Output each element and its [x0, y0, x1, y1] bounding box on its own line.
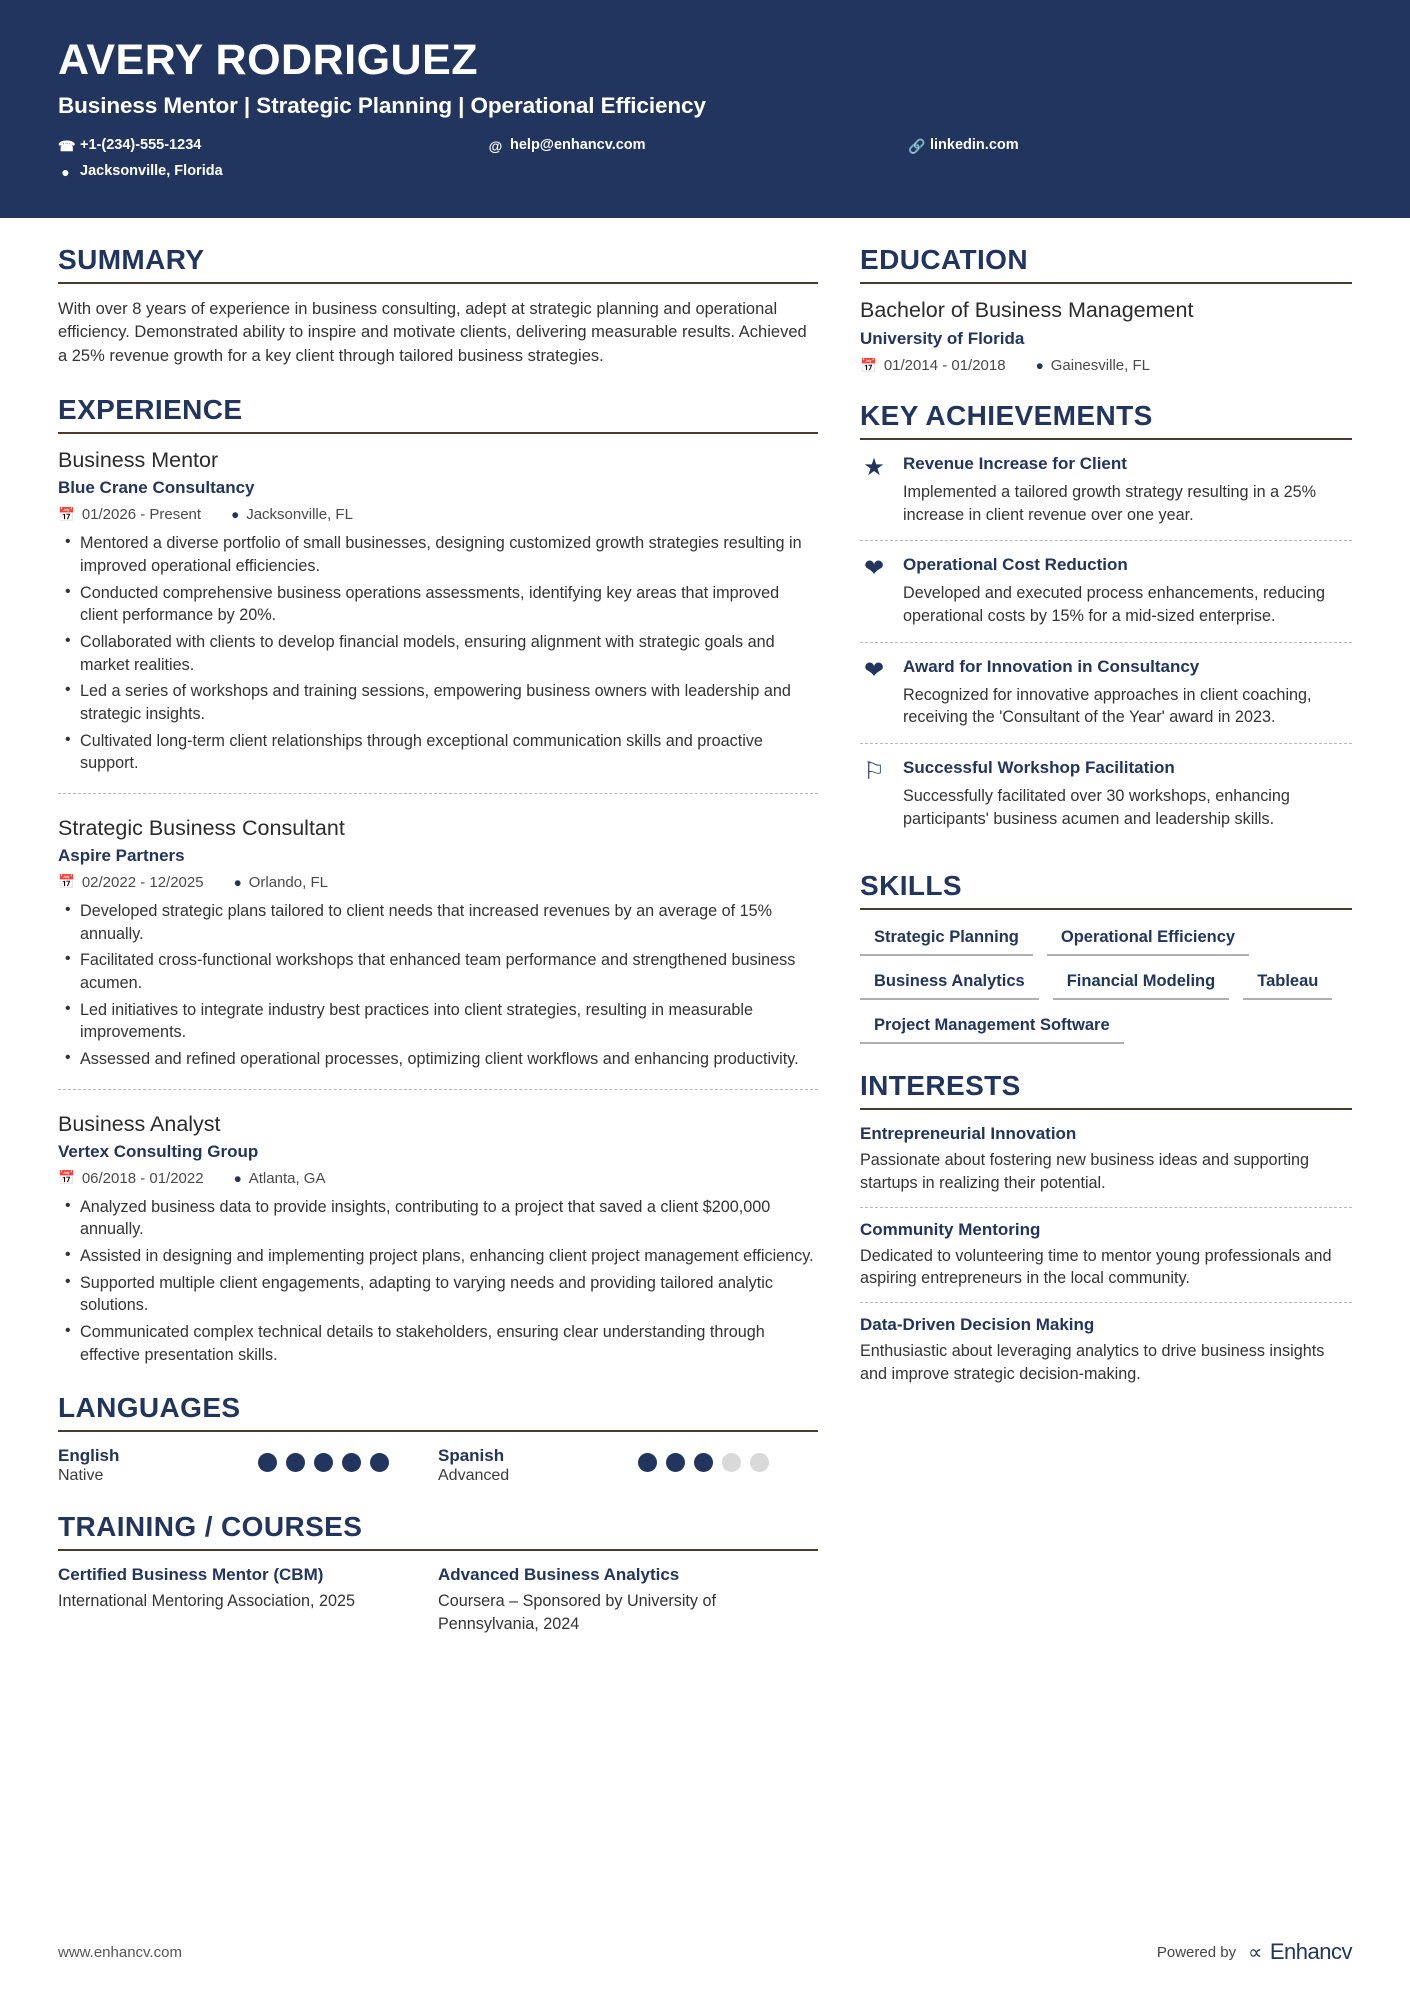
education-meta — [860, 357, 1352, 374]
skills-heading: SKILLS — [860, 870, 962, 902]
phone-icon: ☎ — [58, 138, 76, 155]
proficiency-dot-empty — [750, 1453, 769, 1472]
job-bullet: • Cultivated long-term client relationships through exceptional communication skills and proactive support. — [58, 730, 818, 775]
achievement-body — [903, 454, 1352, 526]
education-school: University of Florida — [860, 329, 1025, 348]
job-bullet: • Led initiatives to integrate industry best practices into client strategies, resulting in measurable improvements. — [58, 999, 818, 1044]
interest-item — [860, 1315, 1352, 1397]
contact-row-secondary — [58, 161, 1352, 183]
interest-title: Data-Driven Decision Making — [860, 1315, 1095, 1335]
powered-by-label: Powered by — [1156, 1943, 1237, 1961]
interest-item — [860, 1124, 1352, 1207]
languages-rule — [58, 1430, 818, 1432]
location-pin-icon: ● — [233, 1170, 242, 1186]
training-subtitle: International Mentoring Association, 2025 — [58, 1592, 355, 1611]
contact-phone[interactable] — [58, 135, 488, 157]
job-bullet: • Conducted comprehensive business operations assessments, identifying key areas that improved client performance by 20%. — [58, 582, 818, 627]
achievement-title: Successful Workshop Facilitation — [903, 758, 1175, 778]
skills-rule — [860, 908, 1352, 910]
achievement-text: Recognized for innovative approaches in client coaching, receiving the 'Consultant of the Year' award in 2023. — [903, 685, 1312, 727]
education-heading: EDUCATION — [860, 244, 1028, 275]
language-name: Spanish — [438, 1446, 505, 1466]
email-icon: @ — [488, 138, 503, 155]
education-degree: Bachelor of Business Management — [860, 298, 1194, 322]
languages-heading: LANGUAGES — [58, 1392, 241, 1424]
job-dates — [58, 1170, 204, 1187]
language-item — [58, 1446, 438, 1485]
skill-chip: Financial Modeling — [1053, 968, 1230, 1000]
resume-footer — [0, 1909, 1410, 1995]
interests-rule — [860, 1108, 1352, 1110]
skill-chip: Tableau — [1243, 968, 1332, 1000]
job-location — [234, 874, 328, 891]
enhancv-brand — [1248, 1939, 1352, 1965]
section-interests — [860, 1070, 1352, 1397]
job-dates-value: 02/2022 - 12/2025 — [81, 873, 204, 891]
heart-icon: ❤ — [863, 656, 885, 684]
training-subtitle: Coursera – Sponsored by University of Pennsylvania, 2024 — [438, 1592, 717, 1634]
job-dates-value: 06/2018 - 01/2022 — [81, 1169, 204, 1187]
contact-location-value: Jacksonville, Florida — [80, 162, 223, 179]
proficiency-dot-empty — [722, 1453, 741, 1472]
job-meta — [58, 874, 818, 891]
interest-item — [860, 1220, 1352, 1303]
interest-text: Dedicated to volunteering time to mentor young professionals and aspiring entrepreneurs in the local community. — [860, 1246, 1332, 1288]
right-column — [860, 244, 1352, 1662]
proficiency-dot — [342, 1453, 361, 1472]
calendar-icon: 📅 — [58, 874, 75, 890]
contact-location — [58, 161, 488, 183]
achievement-text: Developed and executed process enhancements, reducing operational costs by 15% for a mid-sized enterprise. — [903, 584, 1326, 626]
footer-powered-by — [1157, 1939, 1352, 1965]
achievement-body — [903, 555, 1352, 627]
job-bullets — [58, 900, 818, 1071]
job-bullet: • Communicated complex technical details to stakeholders, ensuring clear understanding through effective presentation skills. — [58, 1321, 818, 1366]
language-proficiency-dots — [258, 1446, 389, 1472]
job-bullet: • Led a series of workshops and training sessions, empowering business owners with leadership and strategic insights. — [58, 680, 818, 725]
enhancv-brand-label: Enhancv — [1269, 1939, 1352, 1964]
achievement-text: Implemented a tailored growth strategy resulting in a 25% increase in client revenue over one year. — [903, 483, 1317, 524]
language-proficiency-dots — [638, 1446, 769, 1472]
job-title: Strategic Business Consultant — [58, 815, 345, 840]
job-title: Business Mentor — [58, 448, 219, 473]
proficiency-dot — [314, 1453, 333, 1472]
language-level: Advanced — [438, 1467, 510, 1485]
contact-row-primary — [58, 135, 1352, 157]
flag-icon: ⚐ — [863, 758, 885, 786]
experience-heading: EXPERIENCE — [58, 394, 243, 426]
calendar-icon: 📅 — [860, 357, 877, 373]
candidate-headline: Business Mentor | Strategic Planning | Operational Efficiency — [58, 93, 706, 119]
location-pin-icon: ● — [231, 507, 240, 523]
job-bullet: • Supported multiple client engagements, adapting to varying needs and providing tailored analytic solutions. — [58, 1272, 818, 1317]
job-location-value: Jacksonville, FL — [246, 506, 353, 524]
proficiency-dot — [666, 1453, 685, 1472]
training-heading: TRAINING / COURSES — [58, 1511, 363, 1543]
education-location — [1036, 357, 1150, 374]
proficiency-dot — [370, 1453, 389, 1472]
language-level: Native — [58, 1467, 104, 1485]
language-info — [58, 1446, 258, 1485]
contact-phone-value: +1-(234)-555-1234 — [80, 137, 202, 154]
skill-chip: Project Management Software — [860, 1012, 1124, 1044]
training-item — [438, 1565, 818, 1635]
summary-heading: SUMMARY — [58, 244, 205, 275]
job-bullet: • Assessed and refined operational processes, optimizing client workflows and enhancing productivity. — [58, 1048, 818, 1071]
job-company: Aspire Partners — [58, 845, 185, 865]
job-bullet: • Analyzed business data to provide insights, contributing to a project that saved a client $200,000 annually. — [58, 1196, 818, 1241]
heart-icon: ❤ — [863, 555, 885, 583]
star-icon: ★ — [863, 454, 885, 481]
calendar-icon: 📅 — [58, 506, 75, 522]
job-bullet: • Facilitated cross-functional workshops that enhanced team performance and strengthened business acumen. — [58, 949, 818, 994]
job-dates — [58, 506, 201, 523]
achievement-title: Revenue Increase for Client — [903, 454, 1127, 473]
skills-list — [860, 924, 1352, 1044]
calendar-icon: 📅 — [58, 1170, 75, 1186]
resume-header — [0, 0, 1410, 218]
location-pin-icon: ● — [61, 163, 70, 180]
achievement-item — [860, 454, 1352, 541]
training-title: Certified Business Mentor (CBM) — [58, 1565, 324, 1585]
link-icon: 🔗 — [908, 138, 926, 155]
achievement-item — [860, 657, 1352, 744]
section-experience — [58, 394, 818, 1366]
proficiency-dot — [694, 1453, 713, 1472]
job-dates-value: 01/2026 - Present — [81, 506, 202, 524]
achievement-text: Successfully facilitated over 30 workshops, enhancing participants' business acumen and leadership skills. — [903, 787, 1290, 828]
left-column — [58, 244, 818, 1662]
job-company: Vertex Consulting Group — [58, 1141, 259, 1161]
training-rule — [58, 1549, 818, 1551]
skill-chip: Strategic Planning — [860, 924, 1033, 956]
section-key-achievements — [860, 400, 1352, 844]
experience-entry — [58, 816, 818, 1090]
job-meta — [58, 506, 818, 523]
footer-website[interactable]: www.enhancv.com — [58, 1943, 182, 1961]
job-bullet: • Mentored a diverse portfolio of small businesses, designing customized growth strategies resulting in improved operational efficiencies. — [58, 532, 818, 577]
achievement-title: Award for Innovation in Consultancy — [903, 656, 1200, 676]
job-location-value: Orlando, FL — [248, 873, 328, 891]
enhancv-logo-icon: ∝ — [1248, 1941, 1262, 1964]
proficiency-dot — [258, 1453, 277, 1472]
achievement-item — [860, 758, 1352, 844]
achievement-body — [903, 657, 1352, 729]
achievement-item — [860, 555, 1352, 642]
job-location — [231, 506, 353, 523]
section-skills — [860, 870, 1352, 1044]
job-dates — [58, 874, 204, 891]
job-title: Business Analyst — [58, 1111, 221, 1136]
section-summary — [58, 244, 818, 368]
job-location-value: Atlanta, GA — [248, 1169, 326, 1187]
job-company: Blue Crane Consultancy — [58, 478, 255, 498]
achievements-heading: KEY ACHIEVEMENTS — [860, 400, 1153, 431]
education-rule — [860, 282, 1352, 284]
skill-chip: Business Analytics — [860, 968, 1039, 1000]
job-bullets — [58, 532, 818, 775]
education-entry — [860, 298, 1352, 374]
candidate-name: AVERY RODRIGUEZ — [58, 36, 479, 84]
interest-title: Community Mentoring — [860, 1219, 1041, 1239]
job-bullets — [58, 1196, 818, 1367]
proficiency-dot — [286, 1453, 305, 1472]
skill-chip: Operational Efficiency — [1047, 924, 1249, 956]
experience-entry — [58, 1112, 818, 1367]
achievement-title: Operational Cost Reduction — [903, 555, 1128, 575]
training-item — [58, 1565, 438, 1635]
education-dates — [860, 357, 1006, 374]
language-item — [438, 1446, 818, 1485]
contact-email[interactable] — [488, 135, 908, 157]
location-pin-icon: ● — [233, 874, 242, 890]
experience-rule — [58, 432, 818, 434]
section-training — [58, 1511, 818, 1635]
summary-rule — [58, 282, 818, 284]
section-languages — [58, 1392, 818, 1485]
job-bullet: • Assisted in designing and implementing project plans, enhancing client project management efficiency. — [58, 1245, 818, 1268]
education-dates-value: 01/2014 - 01/2018 — [883, 357, 1006, 374]
proficiency-dot — [638, 1453, 657, 1472]
experience-entry — [58, 448, 818, 794]
job-bullet: • Developed strategic plans tailored to client needs that increased revenues by an average of 15% annually. — [58, 900, 818, 945]
contact-linkedin-value: linkedin.com — [930, 137, 1019, 154]
location-pin-icon: ● — [1035, 358, 1044, 373]
job-meta — [58, 1170, 818, 1187]
interest-text: Passionate about fostering new business ideas and supporting startups in realizing their potential. — [860, 1151, 1310, 1193]
achievements-rule — [860, 438, 1352, 440]
education-location-value: Gainesville, FL — [1050, 357, 1150, 374]
section-education — [860, 244, 1352, 374]
contact-linkedin[interactable] — [908, 135, 1208, 157]
languages-grid — [58, 1446, 818, 1485]
language-name: English — [58, 1446, 120, 1466]
contact-email-value: help@enhancv.com — [510, 137, 646, 154]
resume-body — [0, 218, 1410, 1662]
job-bullet: • Collaborated with clients to develop financial models, ensuring alignment with strategic goals and market realities. — [58, 631, 818, 676]
job-location — [234, 1170, 326, 1187]
interest-text: Enthusiastic about leveraging analytics to drive business insights and improve strategic decision-making. — [860, 1342, 1325, 1383]
interests-heading: INTERESTS — [860, 1070, 1021, 1102]
interest-title: Entrepreneurial Innovation — [860, 1124, 1077, 1144]
achievement-body — [903, 758, 1352, 830]
summary-text: With over 8 years of experience in business consulting, adept at strategic planning and operational efficiency. Demonstrated ability to inspire and motivate clients, delivering measurable results. Achieved a 25% revenue growth for a key client through tailored business strategies. — [58, 300, 807, 365]
training-title: Advanced Business Analytics — [438, 1565, 680, 1585]
language-info — [438, 1446, 638, 1485]
training-grid — [58, 1565, 818, 1635]
